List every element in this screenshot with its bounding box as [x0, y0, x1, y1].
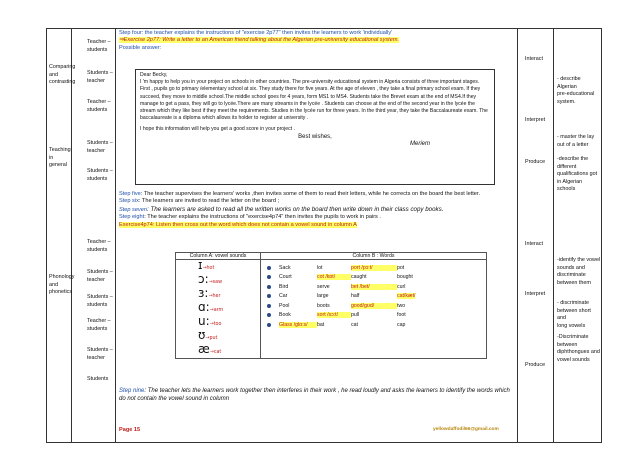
column-a-header: Column A: vowel sounds	[176, 253, 261, 260]
role-item: Students	[87, 376, 109, 382]
page-number: Page 15	[119, 427, 141, 433]
skill-label: Interact	[525, 56, 543, 62]
role-item: Students – teacher	[87, 347, 113, 361]
outcome-item: - discriminate between short and long vowels	[557, 300, 591, 329]
role-item: Students – students	[87, 294, 113, 308]
role-item: Students – students	[87, 168, 113, 182]
letter-wishes: Best wishes,	[298, 133, 332, 140]
outcome-item: -Discriminate between diphthongues and vowel sounds	[557, 334, 600, 363]
role-item: Teacher – students	[87, 39, 111, 53]
outcome-item: -describe the different qualifications got in Algerian schools	[557, 156, 598, 192]
bullet-icon	[267, 294, 271, 298]
bullet-icon	[267, 304, 271, 308]
outcome-item: - describe Algerian pre-educational system.	[557, 76, 595, 105]
vowel-symbol: æ→cat	[198, 342, 222, 356]
role-item: Teacher – students	[87, 318, 111, 332]
letter-greeting: Dear Becky,	[140, 72, 168, 78]
objective-teaching: Teaching in general	[49, 147, 71, 168]
possible-answer-label: Possible answer:	[119, 44, 162, 51]
objective-phonology: Phonology and phonetics	[49, 274, 75, 295]
bullet-icon	[267, 266, 271, 270]
step-nine: Step nine: The teacher lets the learners work together then interferes in their work , he read loudly and asks the learners to identify the words which do not contain the vowel sound in column	[119, 388, 510, 402]
bullet-icon	[267, 275, 271, 279]
word-list	[261, 260, 487, 359]
bullet-icon	[267, 285, 271, 289]
step-eight: Step eight: The teacher explains the instructions of "exercise4p74" then invites the pupils to work in pairs .	[119, 214, 381, 221]
vowel-symbol: ɑ:→arm	[198, 300, 224, 314]
vowel-symbol: u:→too	[198, 314, 222, 328]
column-divider	[71, 29, 72, 442]
letter-closing: I hope this information will help you get a good score in your project .	[140, 126, 295, 133]
procedure-text	[119, 30, 513, 52]
skill-label: Interact	[525, 241, 543, 247]
column-divider	[517, 29, 518, 442]
role-item: Students – teacher	[87, 269, 113, 283]
vowel-symbols	[176, 260, 261, 359]
role-item: Teacher – students	[87, 99, 111, 113]
vowel-table	[175, 252, 487, 359]
vowel-symbol: ɪ→hot	[198, 258, 215, 272]
word-row: Pool boots good/gʊd/ two	[267, 301, 484, 311]
outcome-item: - master the lay out of a letter	[557, 134, 595, 148]
role-item: Teacher – students	[87, 239, 111, 253]
skill-label: Produce	[525, 159, 546, 165]
column-divider	[115, 29, 116, 442]
steps-text	[119, 191, 513, 229]
skill-label: Produce	[525, 362, 546, 368]
step-seven: Step seven: The learners are asked to read all the written works on the board then write down in their class copy books.	[119, 205, 444, 213]
step-five: Step five: The teacher supervises the learners' works ,then invites some of them to read their letters, while he corrects on the board the best letter.	[119, 191, 481, 197]
vowel-symbol: ɜ:→her	[198, 286, 221, 300]
word-row: Car large half cat/kæt/	[267, 292, 484, 302]
letter-signature: Meriem	[409, 140, 430, 147]
skill-label: Interpret	[525, 117, 546, 123]
bullet-icon	[267, 313, 271, 317]
step-four: Step four: the teacher explains the instructions of "exercise 2p77" then invites the learners to work 'individually'	[119, 30, 393, 36]
sample-letter	[135, 69, 495, 185]
vowel-symbol: ɔ:→saw	[198, 272, 223, 286]
word-row: Court cot /kɒt/ caught bought	[267, 273, 484, 283]
step-six: Step six: The learners are invited to read the letter on the board ;	[119, 198, 280, 205]
role-item: Students – teacher	[87, 140, 113, 154]
bullet-icon	[267, 323, 271, 327]
vowel-symbol: ʊ→put	[198, 328, 218, 342]
column-divider	[553, 29, 554, 442]
outcome-item: -identify the vowel sounds and discriminate between them	[557, 257, 601, 286]
letter-body: I 'm happy to help you in your project on schools in other countries. The pre-university educational system in Algeria consists of three important stages. First , pupils go to primary /elementary school at six. They study there for five years. At the age of eleven , they take a final primary school exam. If they succeed, they move to middle school.The middle school goes for 4 years, form MS1 to MS4. Students take the Brevet exam at the end of MS4.If they manage to get a pass, they will go to lycée.There are many streams in the lycée . Students can choose at the end of the second year in the lycée the stream which they like best if they meet the requirements. Studies in the lycée run for three years. In the third year, they take the Baccalaureate exam. The baccalaureate is a diploma which allows its holder to register at university .	[140, 79, 488, 122]
exercise-2p77: ⇒Exercise 2p77: Write a letter to an American friend talking about the Algerian pre-university educational system.	[119, 37, 400, 44]
word-row: Bird serve bet /bet/ curl	[267, 282, 484, 292]
objective-comparing: Comparing and contrasting	[49, 64, 76, 85]
author-email: yellowdaffodil66@gmail.com	[433, 427, 499, 432]
role-item: Students – teacher	[87, 70, 113, 84]
lesson-table	[46, 28, 602, 443]
exercise-4p74: Exercise4p74: Listen then cross out the word which does not contain a vowel sound in column A	[119, 221, 357, 228]
word-row: Book sort /sɔ:t/ pull foot	[267, 311, 484, 321]
word-row: Sack lot port /pɔ:t/ pot	[267, 263, 484, 273]
skill-label: Interpret	[525, 291, 546, 297]
word-row: Glass /glɑ:s/ bat cat cap	[267, 320, 484, 330]
column-b-header: Column B : Words	[261, 253, 487, 260]
